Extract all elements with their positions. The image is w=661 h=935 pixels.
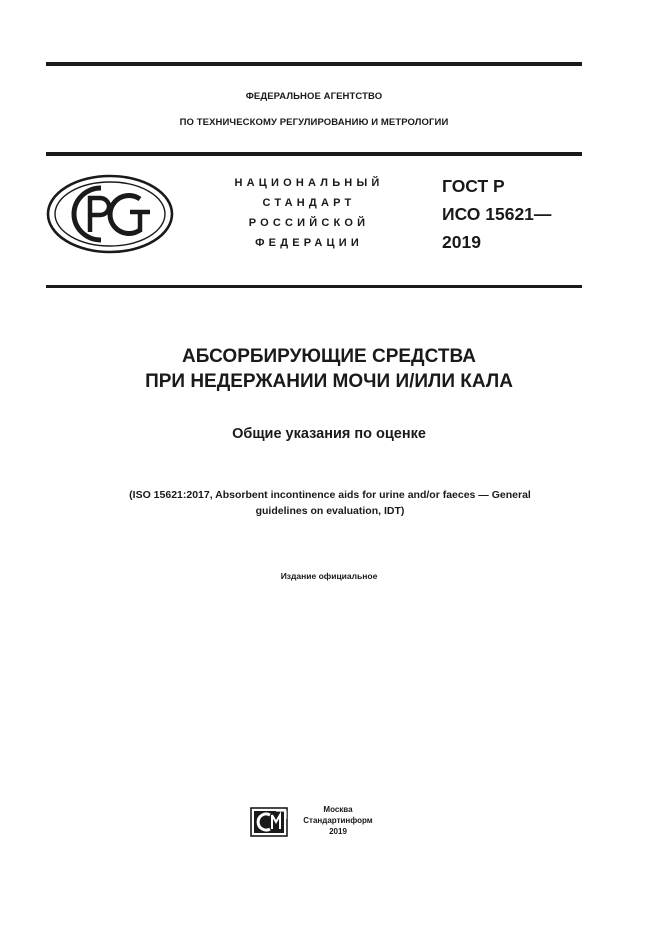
document-subtitle: Общие указания по оценке bbox=[232, 426, 426, 442]
publisher-year: 2019 bbox=[329, 827, 347, 836]
document-title bbox=[46, 344, 612, 394]
title-line1: АБСОРБИРУЮЩИЕ СРЕДСТВА bbox=[182, 346, 476, 367]
publisher-name: Стандартинформ bbox=[303, 816, 373, 825]
standard-type-block bbox=[218, 173, 400, 253]
standard-type-line2: СТАНДАРТ bbox=[262, 197, 356, 209]
designation-line3: 2019 bbox=[442, 232, 481, 252]
standard-type-line3: РОССИЙСКОЙ bbox=[248, 217, 370, 229]
standard-type-line4: ФЕДЕРАЦИИ bbox=[255, 237, 363, 249]
designation-block bbox=[442, 172, 551, 256]
iso-reference-line1: (ISO 15621:2017, Absorbent incontinence aids for urine and/or faeces — General bbox=[129, 489, 531, 501]
rst-certification-logo-icon bbox=[46, 174, 174, 254]
agency-name-line2: ПО ТЕХНИЧЕСКОМУ РЕГУЛИРОВАНИЮ И МЕТРОЛОГИИ bbox=[179, 117, 449, 128]
designation-line2: ИСО 15621— bbox=[442, 204, 552, 224]
agency-name-line1: ФЕДЕРАЛЬНОЕ АГЕНТСТВО bbox=[245, 91, 383, 102]
standard-type-line1: НАЦИОНАЛЬНЫЙ bbox=[234, 177, 384, 189]
title-line2: ПРИ НЕДЕРЖАНИИ МОЧИ И/ИЛИ КАЛА bbox=[145, 371, 513, 392]
iso-reference-line2: guidelines on evaluation, IDT) bbox=[255, 505, 405, 517]
publisher-city: Москва bbox=[323, 805, 353, 814]
top-rule bbox=[46, 62, 582, 66]
iso-reference bbox=[80, 487, 580, 519]
designation-line1: ГОСТ Р bbox=[442, 176, 505, 196]
bottom-rule bbox=[46, 285, 582, 288]
edition-label: Издание официальное bbox=[280, 571, 378, 581]
standartinform-logo-icon bbox=[250, 807, 288, 837]
middle-rule bbox=[46, 152, 582, 156]
publisher-block bbox=[294, 804, 382, 837]
